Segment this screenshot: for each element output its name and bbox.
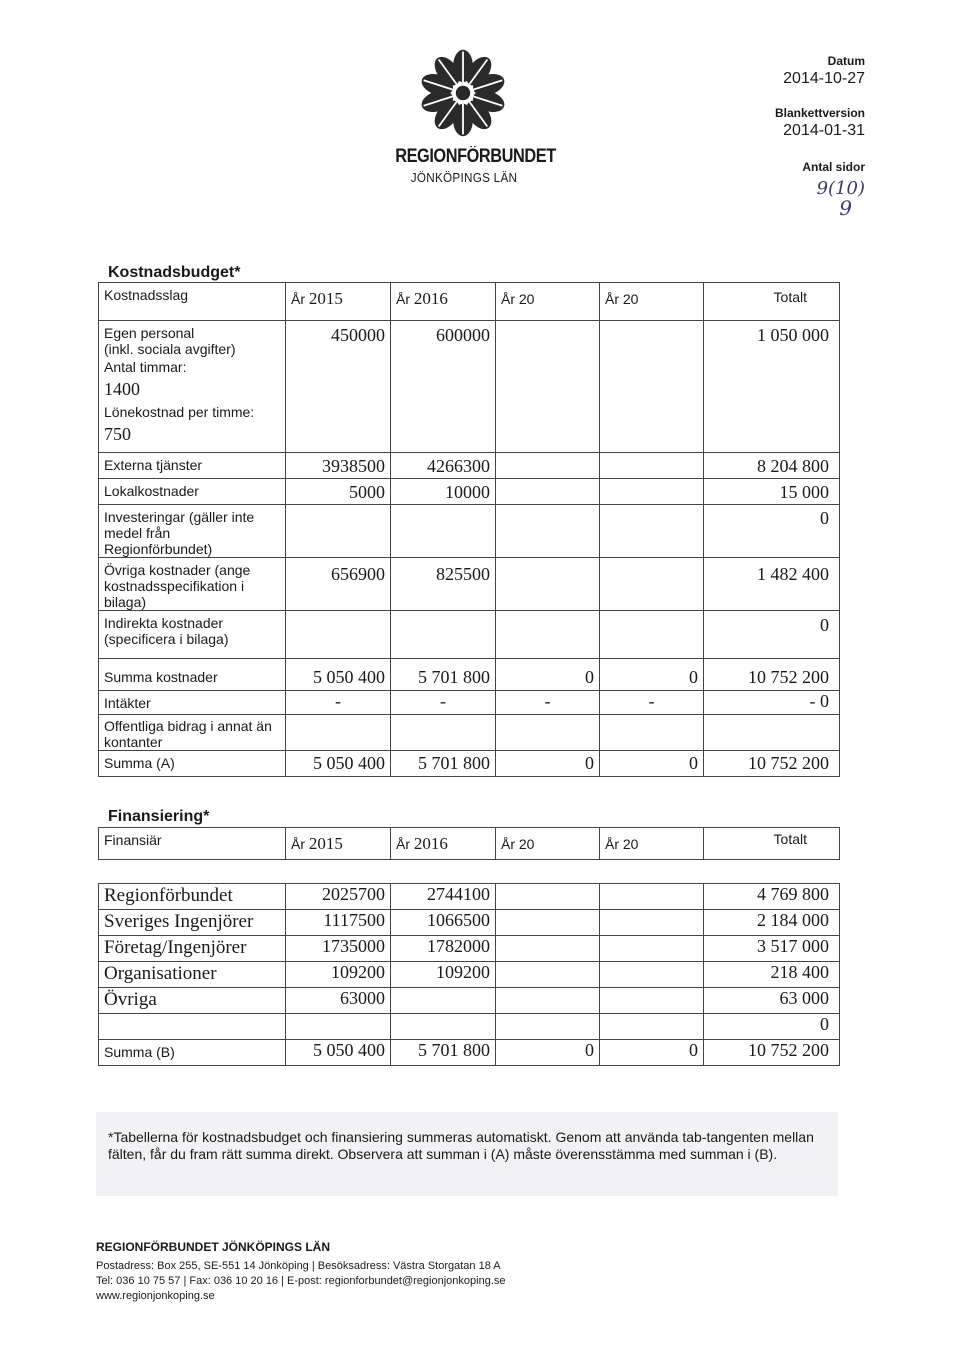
finansiering-row: Företag/Ingenjörer 1735000 1782000 3 517 000 <box>99 936 840 962</box>
budget-row-intakter: Intäkter - - - - - 0 <box>99 691 840 715</box>
org-subtitle: JÖNKÖPINGS LÄN <box>410 170 518 185</box>
egen-total: 1 050 000 <box>704 321 840 453</box>
timmar-value: 1400 <box>104 379 140 399</box>
finansiering-row: Organisationer 109200 109200 218 400 <box>99 962 840 988</box>
flower-logo-icon <box>418 48 508 138</box>
budget-row-offentliga: Offentliga bidrag i annat än kontanter <box>99 715 840 751</box>
budget-title: Kostnadsbudget* <box>108 264 241 281</box>
finansiering-header-row: Finansiär År 2015 År 2016 År 20 År 20 Totalt <box>99 828 840 860</box>
egen-2015: 450000 <box>286 321 391 453</box>
finansiering-row: Regionförbundet 2025700 2744100 4 769 800 <box>99 884 840 910</box>
version-value: 2014-01-31 <box>783 122 865 139</box>
budget-row: Övriga kostnader (ange kostnadsspecifikation i bilaga) 656900 825500 1 482 400 <box>99 558 840 611</box>
datum-label: Datum <box>827 54 865 68</box>
finansiering-row: Sveriges Ingenjörer 1117500 1066500 2 184 000 <box>99 910 840 936</box>
budget-row: Externa tjänster 3938500 4266300 8 204 800 <box>99 453 840 479</box>
finansiering-header-table <box>98 827 840 860</box>
lonekostnad-value: 750 <box>104 424 131 444</box>
egen-personal-label: Egen personal (inkl. sociala avgifter) Antal timmar: 1400 Lönekostnad per timme: 750 <box>99 321 286 453</box>
footer-website: www.regionjonkoping.se <box>96 1290 215 1302</box>
info-note <box>96 1112 838 1196</box>
footer-org-name: REGIONFÖRBUNDET JÖNKÖPINGS LÄN <box>96 1240 331 1254</box>
egen-2016: 600000 <box>391 321 496 453</box>
budget-row-egen-personal <box>99 321 840 453</box>
finansiering-row: Övriga 63000 63 000 <box>99 988 840 1014</box>
header-year-2015: År 2015 <box>286 283 391 321</box>
header-totalt: Totalt <box>704 283 840 321</box>
budget-row: Indirekta kostnader (specificera i bilaga) 0 <box>99 611 840 659</box>
budget-row-summa: Summa kostnader 5 050 400 5 701 800 0 0 10 752 200 <box>99 659 840 691</box>
info-note-text: *Tabellerna för kostnadsbudget och finansiering summeras automatiskt. Genom att använda tab-tangenten mellan fälten, får du fram rätt summa direkt. Observera att summan i (A) måste överensstämma med summan i (B). <box>108 1129 814 1162</box>
header-finansiar: Finansiär <box>99 828 286 860</box>
header-year-20b: År 20 <box>600 283 704 321</box>
header-year-2016: År 2016 <box>391 283 496 321</box>
header-kostnadsslag: Kostnadsslag <box>99 283 286 321</box>
header-year-20a: År 20 <box>496 283 600 321</box>
pages-label: Antal sidor <box>802 160 865 174</box>
footer-address: Postadress: Box 255, SE-551 14 Jönköping | Besöksadress: Västra Storgatan 18 A <box>96 1260 501 1272</box>
pages-handwritten: 9 <box>839 196 852 220</box>
finansiering-row: 0 <box>99 1014 840 1040</box>
budget-row: Lokalkostnader 5000 10000 15 000 <box>99 479 840 505</box>
budget-header-row <box>99 283 840 321</box>
version-label: Blankettversion <box>774 106 865 120</box>
egen-20a <box>496 321 600 453</box>
finansiering-row-summa-b: Summa (B) 5 050 400 5 701 800 0 0 10 752 200 <box>99 1040 840 1066</box>
footer <box>96 1240 506 1304</box>
footer-contact: Tel: 036 10 75 57 | Fax: 036 10 20 16 | E-post: regionforbundet@regionjonkoping.se <box>96 1275 506 1287</box>
budget-table <box>98 282 840 777</box>
egen-20b <box>600 321 704 453</box>
datum-value: 2014-10-27 <box>783 70 865 87</box>
finansiering-table <box>98 883 840 1066</box>
budget-row: Investeringar (gäller inte medel från Regionförbundet) 0 <box>99 505 840 558</box>
finansiering-title: Finansiering* <box>108 808 210 825</box>
budget-row-summa-a: Summa (A) 5 050 400 5 701 800 0 0 10 752 200 <box>99 751 840 777</box>
pages-value: 9(10) <box>816 178 865 199</box>
org-name: REGIONFÖRBUNDET <box>395 146 556 167</box>
